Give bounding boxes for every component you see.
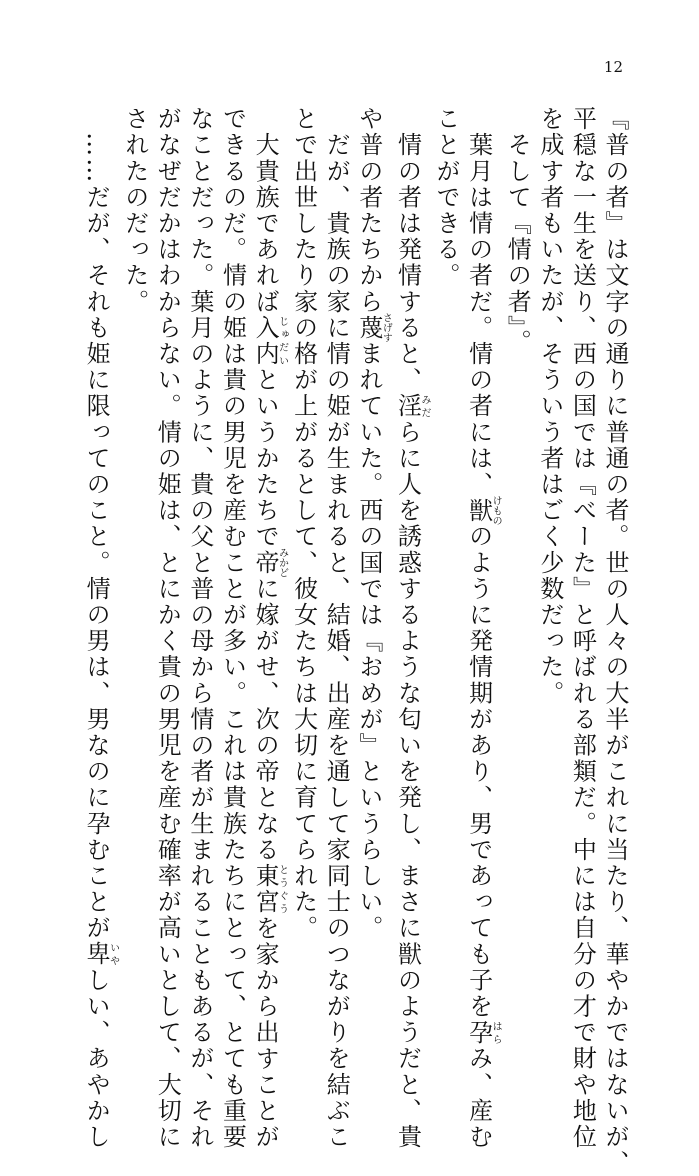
- text-segment: されたのだった。: [120, 106, 149, 315]
- ruby-base: 東宮: [251, 862, 280, 916]
- page-number: 12: [603, 58, 623, 76]
- furigana: はら: [490, 1019, 502, 1046]
- text-segment: がなぜだかはわからない。情の姫は、とにかく貴の男児を産む確率が高いとして、大切に: [153, 106, 182, 1150]
- text-line: [352, 106, 391, 956]
- text-line: [287, 106, 320, 956]
- furigana: とうぐう: [276, 862, 288, 916]
- ruby-base: 蔑: [354, 312, 383, 343]
- text-line: [118, 106, 151, 956]
- ruby-base: 獣: [464, 495, 493, 526]
- text-line: [533, 106, 566, 956]
- text-segment: み、産む: [464, 1045, 493, 1151]
- text-segment: 葉月は情の者だ。情の者には、: [464, 106, 493, 498]
- ruby-base: 孕: [464, 1019, 493, 1046]
- text-line: [391, 106, 430, 1151]
- text-segment: や普の者たちから: [354, 106, 383, 315]
- ruby-word: [82, 941, 119, 968]
- text-segment: らに人を誘惑するような匂いを発し、まさに獣のようだと、貴: [393, 419, 422, 1151]
- ruby-base: 淫: [393, 393, 422, 420]
- furigana: さげす: [380, 312, 392, 343]
- furigana: みかど: [276, 547, 288, 578]
- text-segment: 『普の者』は文字の通りに普通の者。世の人々の大半がこれに当たり、華やかではないが、: [601, 106, 629, 1176]
- text-line: [566, 106, 599, 1150]
- text-line: [462, 106, 502, 1151]
- ruby-base: 帝: [251, 547, 280, 578]
- text-segment: そして『情の者』。: [503, 106, 532, 355]
- furigana: じゅだい: [276, 314, 288, 367]
- text-line: [80, 106, 119, 1151]
- text-segment: を成す者もいたが、そういう者はごく少数だった。: [535, 106, 564, 707]
- text-segment: を家から出すことが: [251, 915, 280, 1151]
- furigana: みだ: [418, 393, 430, 420]
- furigana: いや: [107, 941, 119, 968]
- text-segment: とで出世したり家の格が上がるとして、彼女たちは大切に育てられた。: [289, 106, 318, 942]
- ruby-word: [464, 1019, 502, 1046]
- text-segment: まれていた。西の国では『おめが』というらしい。: [354, 340, 383, 942]
- text-line: [216, 106, 249, 1150]
- ruby-word: [393, 393, 430, 420]
- text-line: [501, 106, 534, 956]
- text-segment: しい、あやかし: [82, 967, 111, 1151]
- text-segment: のように発情期があり、男であっても子を: [464, 523, 493, 1020]
- text-segment: 平穏な一生を送り、西の国では『べーた』と呼ばれる部類だ。中には自分の才で財や地位: [568, 106, 597, 1150]
- text-segment: なことだった。葉月のように、貴の父と普の母から情の者が生まれることもあるが、それ: [185, 106, 214, 1150]
- text-segment: ……だが、それも姫に限ってのこと。情の男は、男なのに孕むことが: [82, 106, 111, 942]
- text-line: [429, 106, 462, 956]
- ruby-word: [354, 312, 392, 343]
- text-line: [151, 106, 184, 1150]
- furigana: けもの: [490, 495, 502, 526]
- text-segment: ことができる。: [432, 106, 461, 289]
- text-line: [598, 106, 631, 1176]
- vertical-text-body: [61, 106, 631, 1176]
- text-segment: というかたちで: [251, 367, 280, 550]
- text-segment: に嫁がせ、次の帝となる: [251, 575, 280, 863]
- text-segment: できるのだ。情の姫は貴の男児を産むことが多い。これは貴族たちにとって、とても重要: [218, 106, 247, 1150]
- ruby-base: 入内: [251, 314, 280, 368]
- text-segment: 情の者は発情すると、: [393, 106, 422, 394]
- ruby-word: [251, 314, 288, 368]
- ruby-base: 卑: [82, 941, 111, 968]
- ruby-word: [464, 495, 502, 526]
- ruby-word: [251, 862, 288, 916]
- text-line: [183, 106, 216, 1150]
- text-line: [320, 106, 353, 1150]
- text-segment: だが、貴族の家に情の姫が生まれると、結婚、出産を通して家同士のつながりを結ぶこ: [322, 106, 351, 1150]
- text-segment: 大貴族であれば: [251, 106, 280, 315]
- text-line: [248, 106, 288, 1151]
- ruby-word: [251, 547, 288, 578]
